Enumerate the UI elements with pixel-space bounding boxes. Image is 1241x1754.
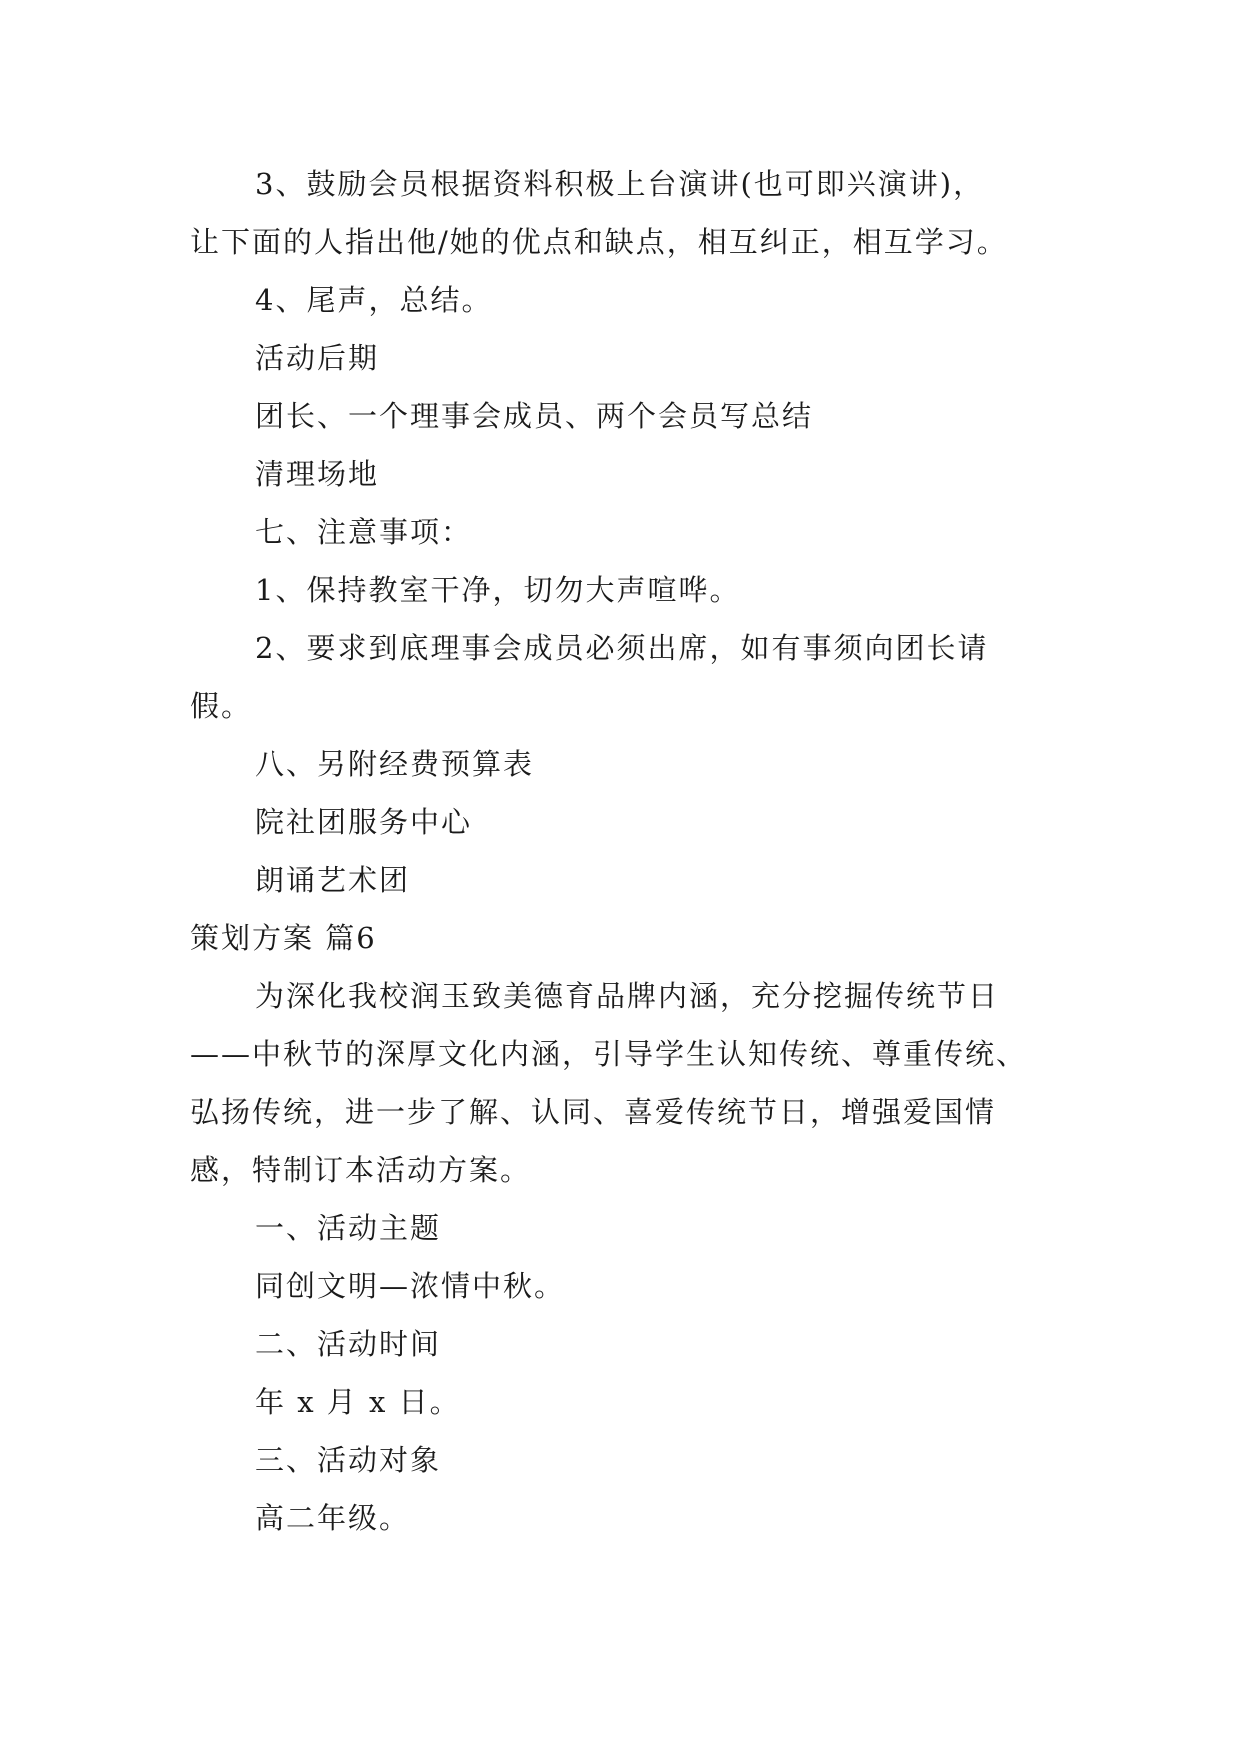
- paragraph-line: 清理场地: [255, 457, 380, 491]
- paragraph-line: 感，特制订本活动方案。: [190, 1153, 532, 1187]
- paragraph-line: 年 x 月 x 日。: [255, 1385, 461, 1419]
- signature-line: 院社团服务中心: [255, 805, 473, 839]
- section-heading: 二、活动时间: [255, 1327, 442, 1361]
- paragraph-line: ——中秋节的深厚文化内涵，引导学生认知传统、尊重传统、: [190, 1037, 1028, 1071]
- paragraph-line: 假。: [190, 689, 253, 723]
- paragraph-line: 2、要求到底理事会成员必须出席，如有事须向团长请: [255, 631, 989, 665]
- paragraph-line: 团长、一个理事会成员、两个会员写总结: [255, 399, 814, 433]
- paragraph-line: 1、保持教室干净，切勿大声喧哗。: [255, 573, 741, 607]
- paragraph-line: 4、尾声，总结。: [255, 283, 493, 317]
- paragraph-line: 为深化我校润玉致美德育品牌内涵，充分挖掘传统节日: [255, 979, 1000, 1013]
- paragraph-line: 让下面的人指出他/她的优点和缺点，相互纠正，相互学习。: [190, 225, 1008, 259]
- paragraph-line: 3、鼓励会员根据资料积极上台演讲(也可即兴演讲)，: [255, 167, 985, 201]
- paragraph-line: 高二年级。: [255, 1501, 411, 1535]
- paragraph-line: 弘扬传统，进一步了解、认同、喜爱传统节日，增强爱国情: [190, 1095, 997, 1129]
- section-heading: 活动后期: [255, 341, 380, 375]
- section-heading: 三、活动对象: [255, 1443, 442, 1477]
- paragraph-line: 同创文明—浓情中秋。: [255, 1269, 566, 1303]
- document-heading: 策划方案 篇6: [190, 921, 377, 955]
- section-heading: 一、活动主题: [255, 1211, 442, 1245]
- section-heading: 七、注意事项：: [255, 515, 473, 549]
- signature-line: 朗诵艺术团: [255, 863, 411, 897]
- section-heading: 八、另附经费预算表: [255, 747, 535, 781]
